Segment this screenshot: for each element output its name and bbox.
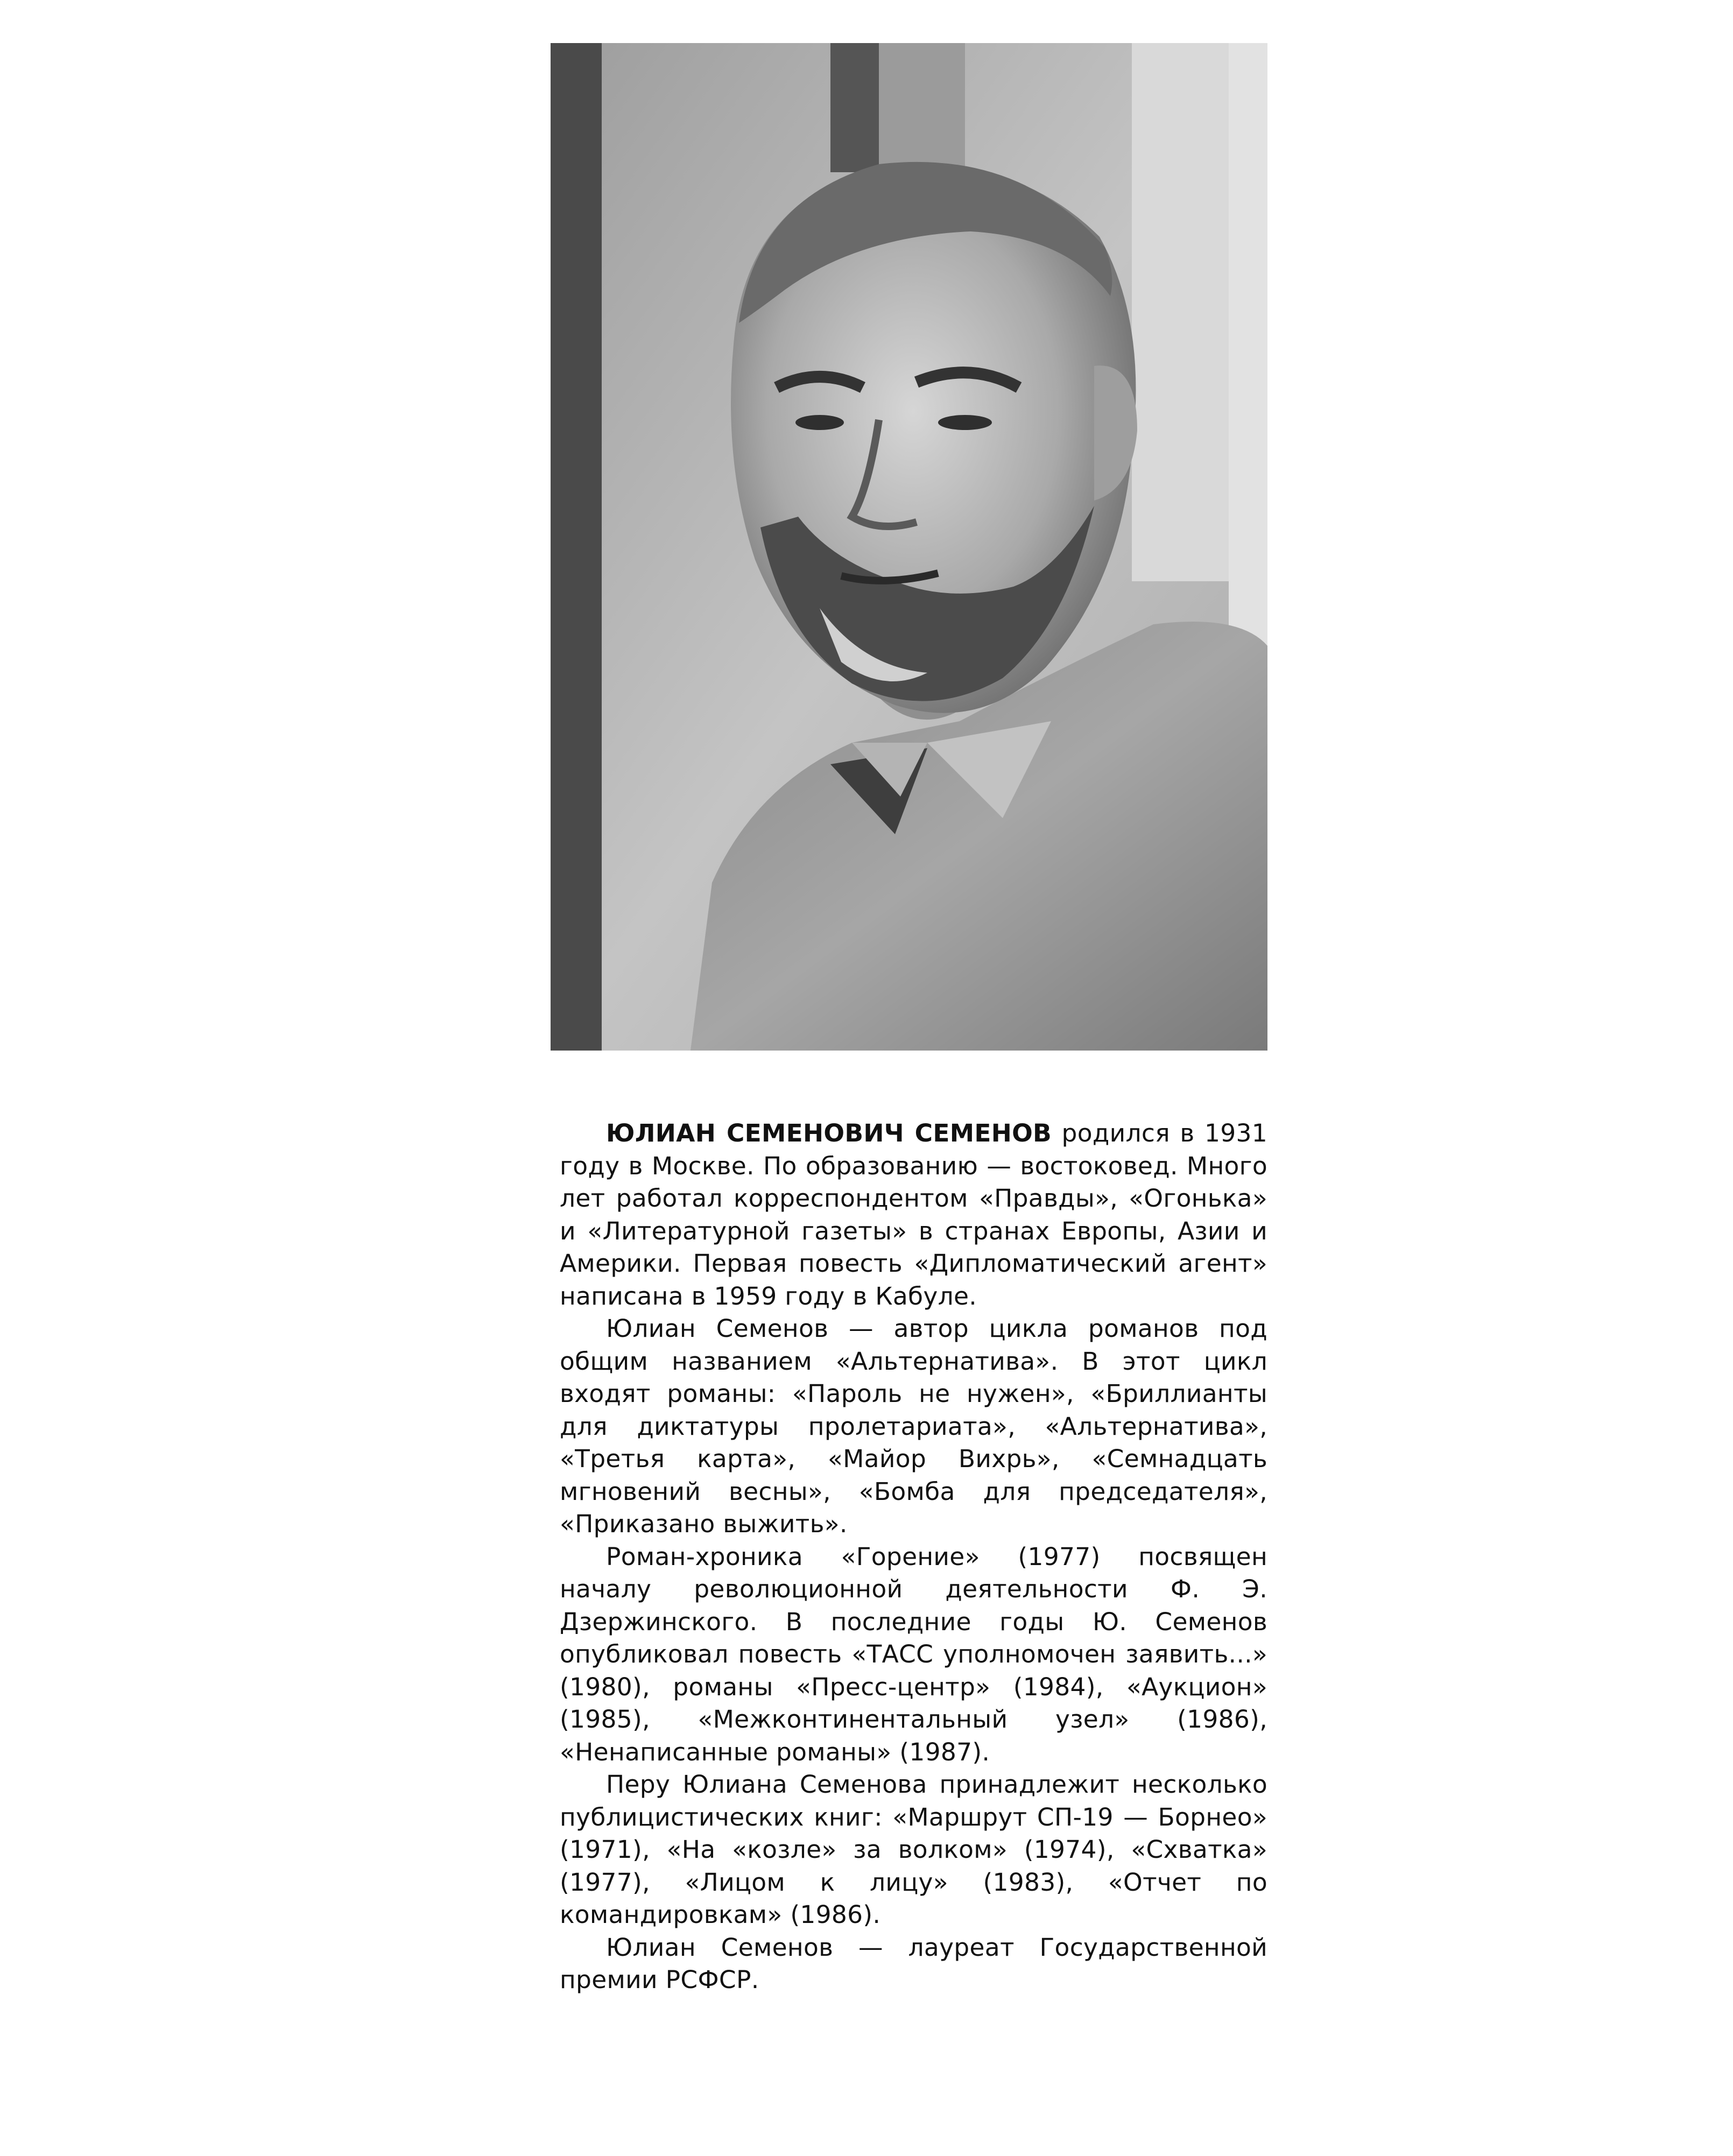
bio-paragraph-1-text: родился в 1931 году в Москве. По образованию — востоковед. Много лет работал корреспондентом «Правды», «Огонька» и «Литературной газеты» в странах Европы, Азии и Америки. Первая повесть «Дипломатический агент» написана в 1959 году в Кабуле. bbox=[560, 1119, 1268, 1310]
bio-paragraph: Юлиан Семенов — автор цикла романов под общим названием «Альтернатива». В этот цикл входят романы: «Пароль не нужен», «Бриллианты для диктатуры пролетариата», «Альтернатива», «Третья карта», «Майор Вихрь», «Семнадцать мгновений весны», «Бомба для председателя», «Приказано выжить». bbox=[560, 1314, 1267, 1538]
bio-paragraph bbox=[560, 1117, 1267, 1313]
bio-paragraph: Юлиан Семенов — лауреат Государственной премии РСФСР. bbox=[560, 1933, 1267, 1994]
portrait-illustration bbox=[551, 43, 1267, 1051]
author-name: ЮЛИАН СЕМЕНОВИЧ СЕМЕНОВ bbox=[606, 1119, 1052, 1147]
author-portrait-photo bbox=[551, 43, 1267, 1051]
bio-paragraph: Перу Юлиана Семенова принадлежит несколько публицистических книг: «Маршрут СП-19 — Борнео» (1971), «На «козле» за волком» (1974), «Схватка» (1977), «Лицом к лицу» (1983), «Отчет по командировкам» (1986). bbox=[560, 1770, 1267, 1929]
author-biography bbox=[560, 1117, 1267, 1997]
bio-paragraph: Роман-хроника «Горение» (1977) посвящен началу революционной деятельности Ф. Э. Дзержинского. В последние годы Ю. Семенов опубликовал повесть «ТАСС уполномочен заявить...» (1980), романы «Пресс-центр» (1984), «Аукцион» (1985), «Межконтинентальный узел» (1986), «Ненаписанные романы» (1987). bbox=[560, 1542, 1267, 1766]
